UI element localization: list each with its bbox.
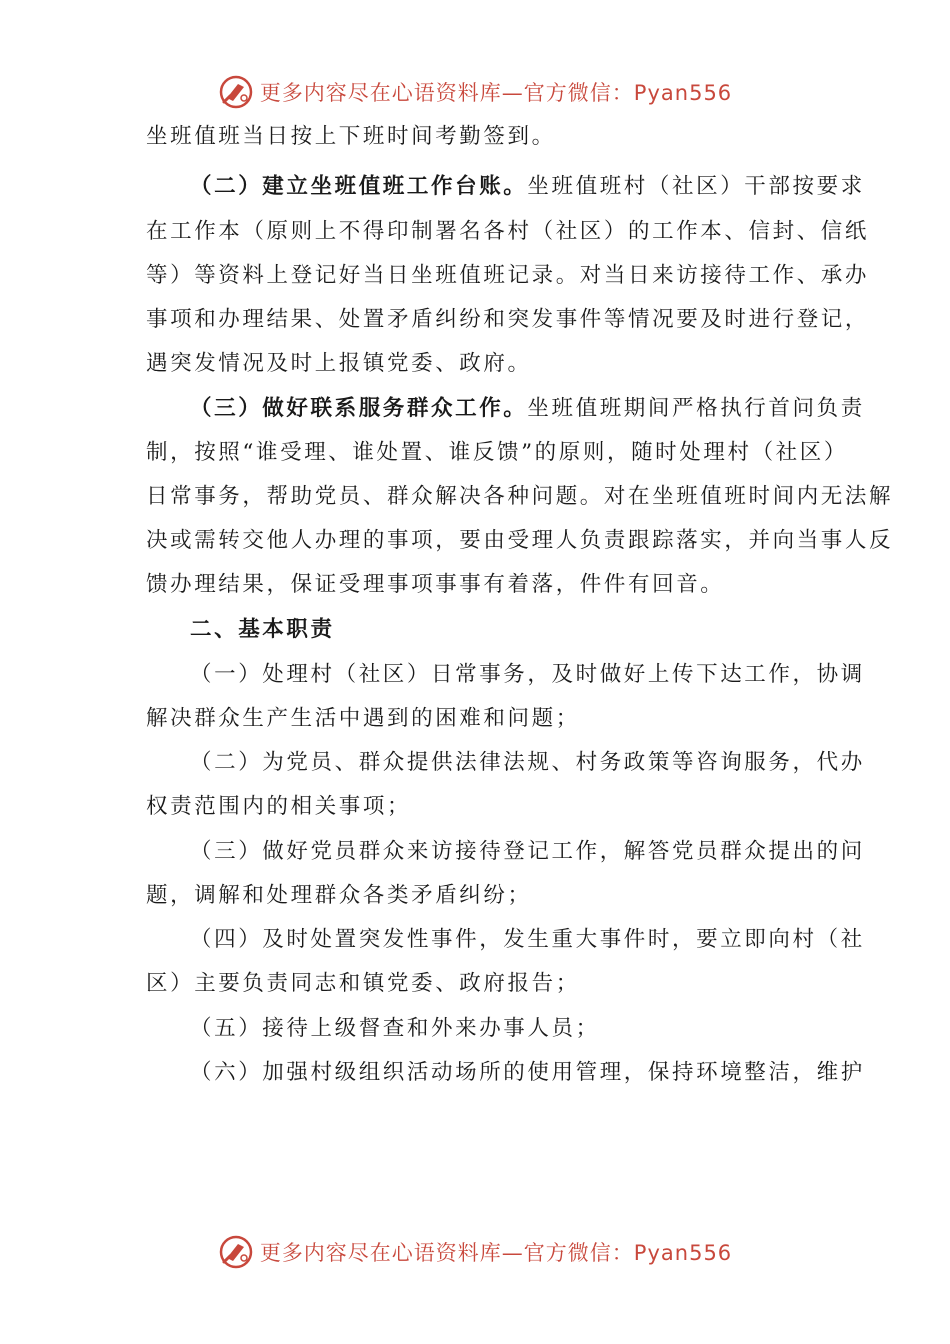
text-line: 决或需转交他人办理的事项，要由受理人负责跟踪落实，并向当事人反 [146,528,894,553]
text-line: 权责范围内的相关事项； [146,794,412,819]
text-line: 区）主要负责同志和镇党委、政府报告； [146,971,580,996]
seal-logo-icon [218,1234,254,1270]
text-line: 坐班值班当日按上下班时间考勤签到。 [146,124,556,149]
text-line: 馈办理结果，保证受理事项事事有着落，件件有回音。 [146,572,725,597]
text-line: （六）加强村级组织活动场所的使用管理，保持环境整洁，维护 [190,1060,865,1085]
section-heading: （二）建立坐班值班工作台账。 [190,174,528,199]
text-line: 解决群众生产生活中遇到的困难和问题； [146,706,580,731]
text-line: 遇突发情况及时上报镇党委、政府。 [146,351,532,376]
text-line: （三）做好联系服务群众工作。坐班值班期间严格执行首问负责 [190,396,865,421]
text-line: （五）接待上级督查和外来办事人员； [190,1016,600,1041]
text-line: 制，按照“谁受理、谁处置、谁反馈”的原则，随时处理村（社区） [146,440,848,465]
watermark-text: 更多内容尽在心语资料库—官方微信：Pyan556 [259,81,733,105]
text-line: （三）做好党员群众来访接待登记工作，解答党员群众提出的问 [190,839,865,864]
text-line: 事项和办理结果、处置矛盾纠纷和突发事件等情况要及时进行登记， [146,307,870,332]
watermark-text: 更多内容尽在心语资料库—官方微信：Pyan556 [259,1241,733,1265]
header-watermark [0,72,950,112]
text-line: （二）建立坐班值班工作台账。坐班值班村（社区）干部按要求 [190,174,865,199]
text-line: 日常事务，帮助党员、群众解决各种问题。对在坐班值班时间内无法解 [146,484,894,509]
text-line: 等）等资料上登记好当日坐班值班记录。对当日来访接待工作、承办 [146,263,870,288]
text-line: （一）处理村（社区）日常事务，及时做好上传下达工作，协调 [190,662,865,687]
seal-logo-icon [218,74,254,110]
section-heading: （三）做好联系服务群众工作。 [190,396,528,421]
text-line: （二）为党员、群众提供法律法规、村务政策等咨询服务，代办 [190,750,865,775]
text-line: （四）及时处置突发性事件，发生重大事件时，要立即向村（社 [190,927,865,952]
footer-watermark [0,1232,950,1272]
section-title: 二、基本职责 [190,617,335,642]
text-line: 在工作本（原则上不得印制署名各村（社区）的工作本、信封、信纸 [146,219,870,244]
text-line: 题，调解和处理群众各类矛盾纠纷； [146,883,532,908]
